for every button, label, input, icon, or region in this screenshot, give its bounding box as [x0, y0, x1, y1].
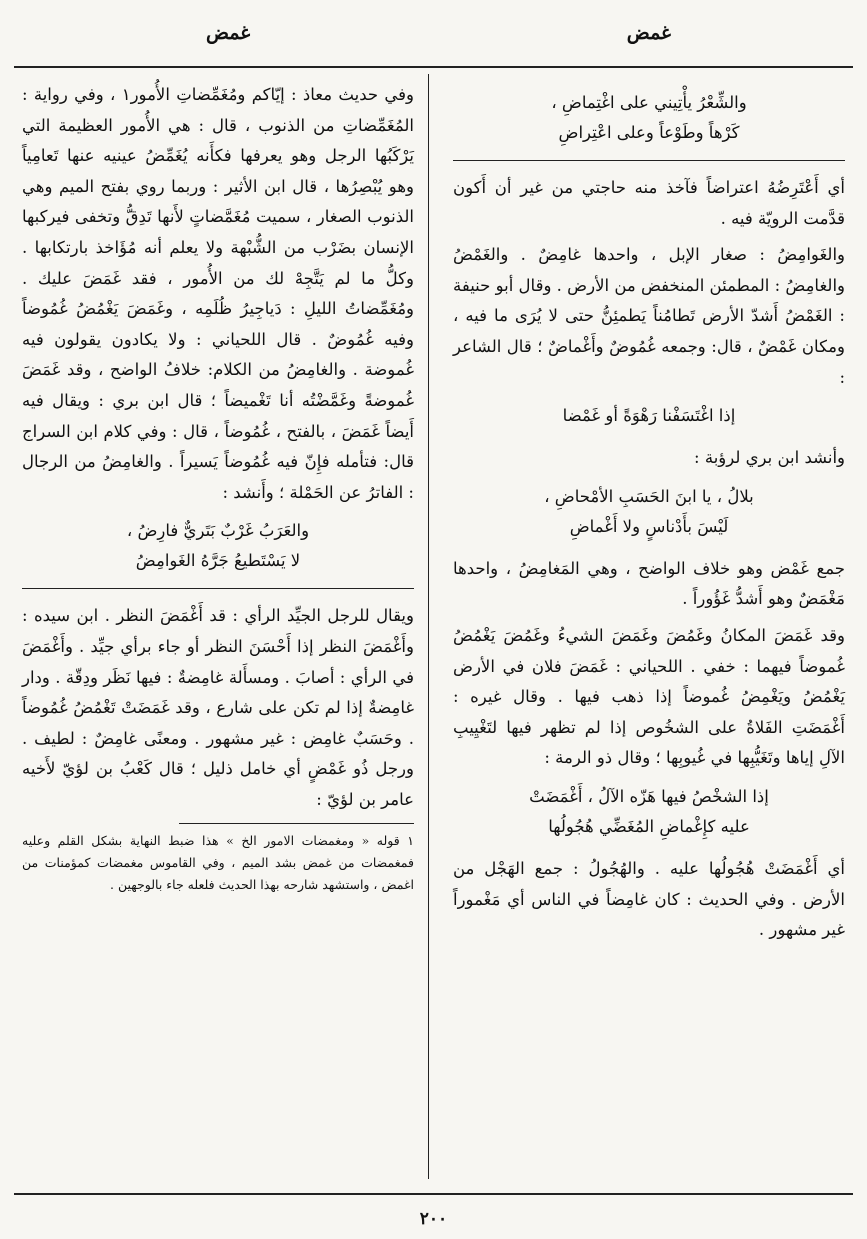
section-rule — [453, 160, 845, 161]
paragraph: وفي حديث معاذ : إيّاكم ومُغَمِّضاتِ الأُمور١ ، وفي رواية : المُغَمِّضاتِ من الذنوب ، قال : هي الأُمور العظيمة التي يَرْكَبُها الرجل وهو يعرفها فكأَنه يُغَمِّضُ عينيه عنها تَعامِياً وهو يُبْصِرُها ، قال ابن الأثير : وربما روي بفتح الميم وهي الذنوب الصغار ، سميت مُغَمَّضاتٍ لأَنها تَدِقُّ وتخفى فيركبها الإنسان بضَرْب من الشُّبْهة ولا يعلم أنه مُؤَاخذ بارتكابها . وكلُّ ما لم يَتَّجِهْ لك من الأُمور ، فقد غَمَضَ عليك . ومُغَمِّضاتُ الليلِ : دَياجِيرُ ظُلَمِه ، وغَمَضَ يَغْمُضُ غُمُوضاً وفيه غُمُوضٌ . قال اللحياني : ولا يكادون يقولون فيه غُموضة . والغامِضُ من الكلام: خلافُ الواضح ، وقد غَمَضَ غُموضةً وغَمَّضْتُه أنا تَغْميضاً ؛ قال ابن بري : ويقال فيه أَيضاً غَمَضَ ، بالفتح ، غُمُوضاً ، قال : وفي كلام ابن السراج قال: فتأمله فإِنّ فيه غُمُوضاً يَسيراً . والغامِضُ من الرجال : الفاترُ عن الحَمْلة ؛ وأَنشد : — [22, 85, 414, 502]
verse-line: بلالُ ، يا ابنَ الحَسَبِ الأمْحاضِ ، — [544, 486, 754, 506]
column-divider — [428, 74, 429, 1179]
verse-line: عليه كإِغْماضِ المُغَضِّي هُجُولُها — [548, 816, 750, 836]
verse-block — [453, 482, 845, 542]
verse-block — [453, 401, 845, 431]
verse-line: إذا الشخْصُ فيها هَزّه الآلُ ، أَغْمَضَتْ — [529, 786, 769, 806]
verse-line: لا يَسْتَطيعُ جَرَّهُ الغَوامِضُ — [135, 551, 301, 571]
verse-line: والشِّعْرُ يأْتِيني على اغْتِماضِ ، — [551, 93, 747, 112]
paragraph: والغَوامِضُ : صغار الإبل ، واحدها غامِضٌ . والغَمْضُ والغامِضُ : المطمئن المنخفض من الأرض . وقال أبو حنيفة : الغَمْضُ أَشدّ الأرض تَطامُناً يَطمئِنُّ حتى لا يُرَى ما فيه ، ومكان غَمْضٌ ، قال: وجمعه غُمُوضٌ وأَغْماضٌ ؛ قال الشاعر : — [453, 245, 845, 387]
verse-block — [453, 782, 845, 842]
section-rule — [22, 588, 414, 589]
verse-line: لَيْسَ بأَدْناسٍ ولا أَغْماضِ — [569, 516, 729, 536]
paragraph: وقد غَمَضَ المكانُ وغَمُضَ وغَمَضَ الشيءُ وغَمُضَ يَغْمُضُ غُموضاً فيهما : خفي . اللحياني : غَمَضَ فلان في الأرض يَغْمُضُ ويَغْمِضُ غُموضاً إذا ذهب فيها . وقال غيره : أَغْمَضَتِ الفَلاةُ على الشخُوص إذا لم تظهر فيها لتَغْيِيبِ الآلِ إياها وتَغَيُّبِها في غُيوبِها ؛ وقال ذو الرمة : — [453, 625, 845, 768]
page-number: ٢٠٠ — [419, 1209, 448, 1229]
verse-line: إذا اغْتَسَفْنا رَهْوَةً أو غَمْضا — [562, 406, 736, 426]
paragraph: ويقال للرجل الجيِّد الرأي : قد أَغْمَضَ النظر . ابن سيده : وأَغْمَضَ النظر إذا أَحْسَنَ النظر أو جاء برأي جيِّد . وأَغْمَضَ في الرأي : أصابَ . ومسأَلة غامِضةٌ : فيها نَظَر ودِقّة . ودار غامِضةٌ إذا لم تكن على شارع ، وقد غَمَضَتْ تَغْمُضُ غُمُوضاً . وحَسَبٌ غامِض : غير مشهور . ومعنًى غامِضٌ : لطيف . ورجل ذُو غَمْضٍ أي خامل ذليل ؛ قال كَعْبُ بن لؤيّ لأَخيه عامر بن لؤيّ : — [22, 606, 414, 809]
top-rule — [14, 66, 853, 68]
verse-block — [453, 88, 845, 148]
paragraph: أي أَعْتَرِضُهُ اعتراضاً فآخذ منه حاجتي من غير أن أَكون قدَّمت الرويّة فيه . — [453, 178, 845, 228]
paragraph: وأنشد ابن بري لرؤبة : — [694, 448, 845, 468]
footnote: ١ قوله « ومغمضات الامور الخ » هذا ضبط النهاية بشكل القلم وعليه فمغمضات من غمض بشد الميم ، وفي القاموس مغمضات كمؤمنات من اغمض ، واستشهد شارحه بهذا الحديث فلعله جاء بالوجهين . — [22, 833, 414, 893]
verse-block — [22, 516, 414, 576]
verse-line: كَرْهاً وطَوْعاً وعلى اعْتِراضِ — [558, 123, 740, 142]
paragraph: أي أَغْمَضَتْ هُجُولُها عليه . والهُجُولُ : جمع الهَجْل من الأرض . وفي الحديث : كان غامِضاً في الناس أي مَغْموراً غير مشهور . — [453, 858, 845, 940]
right-column — [453, 80, 845, 952]
bottom-rule — [14, 1193, 853, 1195]
paragraph: جمع غَمْض وهو خلاف الواضح ، وهي المَغامِضُ ، واحدها مَغْمَضٌ وهو أَشدُّ غَؤُوراً . — [453, 558, 845, 609]
footnote-rule — [179, 823, 414, 824]
running-head-right: غمض — [626, 22, 671, 44]
verse-line: والعَرَبُ غَرْبٌ بَتَريٌّ فارِضُ ، — [126, 521, 310, 541]
left-column — [22, 80, 414, 896]
running-head-left: غمض — [206, 22, 251, 44]
